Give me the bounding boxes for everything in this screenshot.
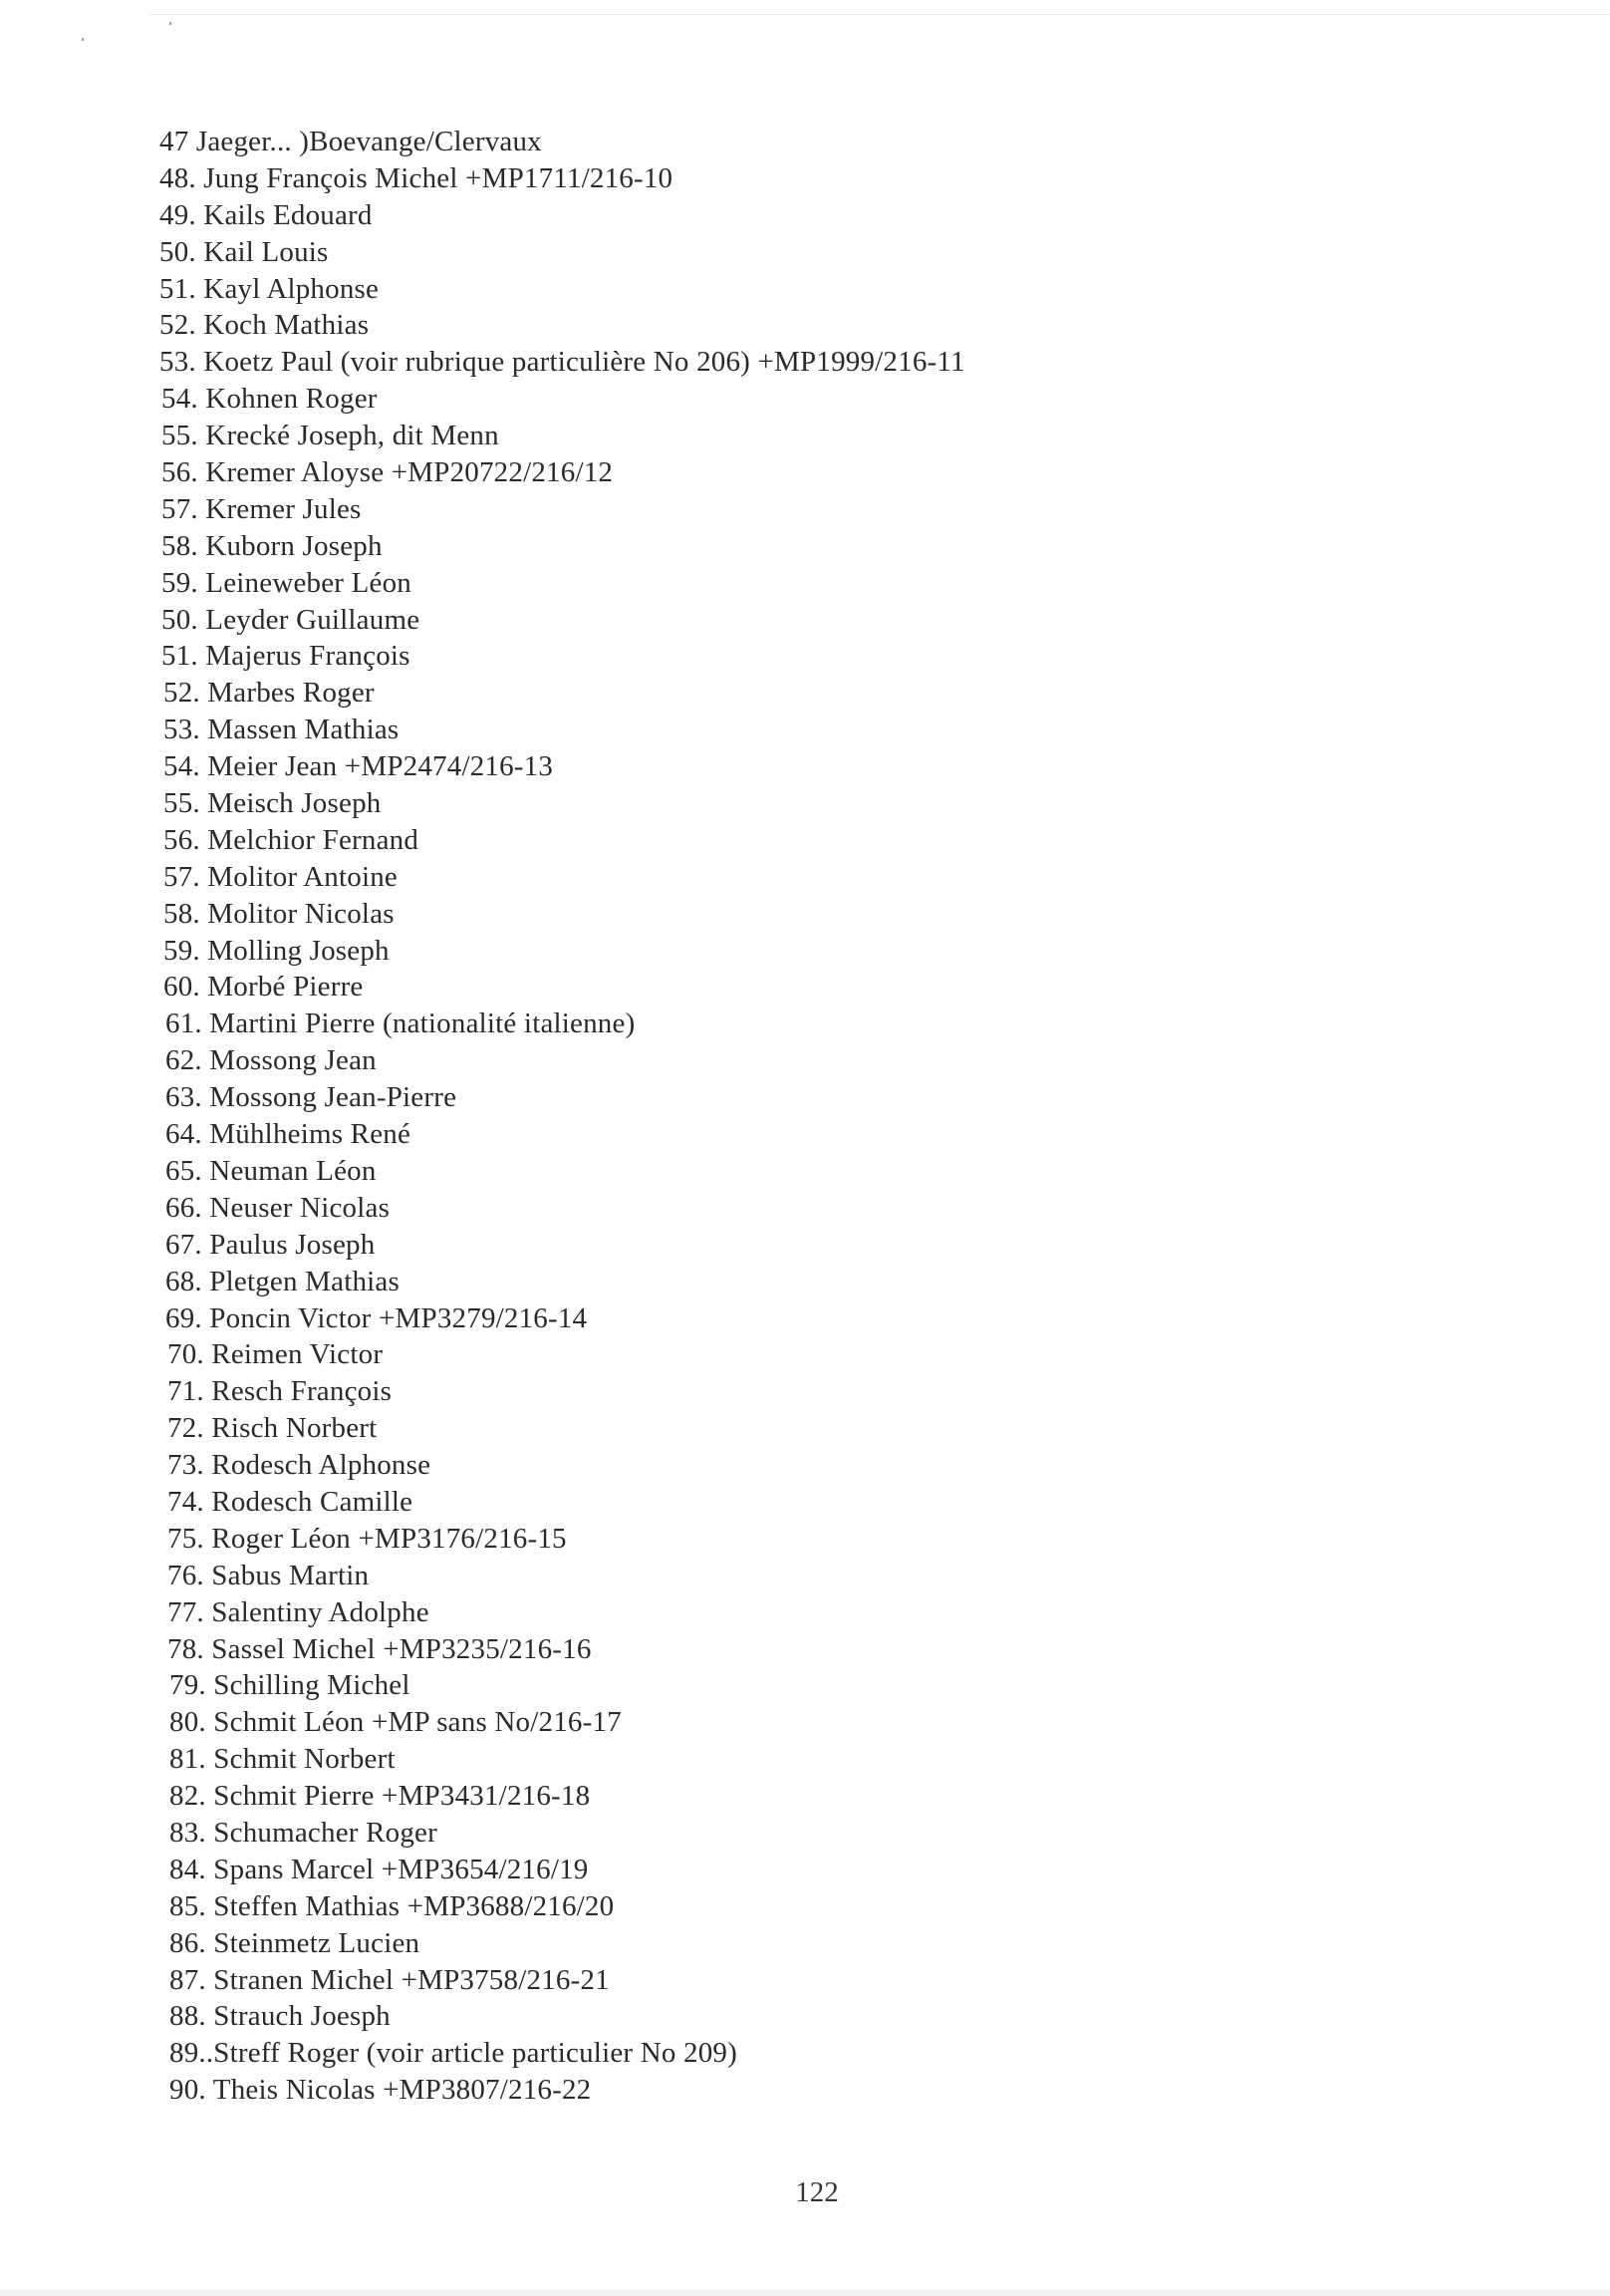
list-item: 85. Steffen Mathias +MP3688/216/20 <box>169 1889 615 1922</box>
list-item: 69. Poncin Victor +MP3279/216-14 <box>165 1301 588 1334</box>
list-item: 78. Sassel Michel +MP3235/216-16 <box>167 1632 592 1665</box>
name-list <box>159 124 965 2109</box>
list-item: 59. Molling Joseph <box>163 934 390 967</box>
list-item: 57. Kremer Jules <box>161 492 362 525</box>
list-item: 65. Neuman Léon <box>165 1154 377 1187</box>
list-item: 73. Rodesch Alphonse <box>167 1449 431 1482</box>
list-item: 72. Risch Norbert <box>167 1412 378 1445</box>
list-item: 52. Koch Mathias <box>159 309 370 342</box>
list-item: 87. Stranen Michel +MP3758/216-21 <box>169 1963 610 1996</box>
list-item: 51. Kayl Alphonse <box>159 272 380 305</box>
list-item: 68. Pletgen Mathias <box>165 1265 400 1297</box>
list-item: 49. Kails Edouard <box>159 198 373 231</box>
list-item: 74. Rodesch Camille <box>167 1485 413 1518</box>
list-item: 62. Mossong Jean <box>165 1044 377 1077</box>
list-item: 58. Molitor Nicolas <box>163 897 395 930</box>
list-item: 88. Strauch Joesph <box>169 2000 391 2033</box>
list-item: 58. Kuborn Joseph <box>161 529 383 562</box>
list-item: 55. Meisch Joseph <box>163 787 382 820</box>
list-item: 63. Mossong Jean-Pierre <box>165 1081 457 1114</box>
list-item: 84. Spans Marcel +MP3654/216/19 <box>169 1853 589 1885</box>
list-item: 75. Roger Léon +MP3176/216-15 <box>167 1522 567 1555</box>
list-item: 57. Molitor Antoine <box>163 860 398 893</box>
list-item: 90. Theis Nicolas +MP3807/216-22 <box>169 2074 592 2107</box>
list-item: 54. Kohnen Roger <box>161 383 378 416</box>
list-item: 66. Neuser Nicolas <box>165 1191 391 1224</box>
list-item: 64. Mühlheims René <box>165 1118 411 1151</box>
list-item: 48. Jung François Michel +MP1711/216-10 <box>159 161 673 194</box>
list-item: 71. Resch François <box>167 1375 393 1408</box>
list-item: 52. Marbes Roger <box>163 677 375 710</box>
scan-speck <box>82 38 84 41</box>
list-item: 81. Schmit Norbert <box>169 1743 396 1776</box>
list-item: 76. Sabus Martin <box>167 1559 370 1591</box>
list-item: 82. Schmit Pierre +MP3431/216-18 <box>169 1780 591 1813</box>
list-item: 77. Salentiny Adolphe <box>167 1595 429 1628</box>
list-item: 50. Leyder Guillaume <box>161 603 420 636</box>
list-item: 51. Majerus François <box>161 640 410 673</box>
list-item: 59. Leineweber Léon <box>161 566 411 599</box>
list-item: 54. Meier Jean +MP2474/216-13 <box>163 750 554 783</box>
list-item: 56. Kremer Aloyse +MP20722/216/12 <box>161 456 614 489</box>
list-item: 67. Paulus Joseph <box>165 1228 376 1261</box>
list-item: 50. Kail Louis <box>159 235 329 268</box>
list-item: 79. Schilling Michel <box>169 1669 410 1702</box>
list-item: 70. Reimen Victor <box>167 1338 384 1371</box>
list-item: 53. Massen Mathias <box>163 714 400 746</box>
scan-top-edge <box>149 14 1610 15</box>
list-item: 53. Koetz Paul (voir rubrique particulière No 206) +MP1999/216-11 <box>159 346 965 379</box>
list-item: 55. Krecké Joseph, dit Menn <box>161 420 499 452</box>
list-item: 83. Schumacher Roger <box>169 1816 437 1849</box>
list-item: 61. Martini Pierre (nationalité italienne) <box>165 1007 636 1040</box>
scan-speck <box>169 22 171 25</box>
list-item: 89..Streff Roger (voir article particulier No 209) <box>169 2037 737 2070</box>
list-item: 56. Melchior Fernand <box>163 823 419 856</box>
page-number: 122 <box>795 2176 839 2208</box>
list-item: 86. Steinmetz Lucien <box>169 1926 420 1959</box>
list-item: 47 Jaeger... )Boevange/Clervaux <box>159 126 542 157</box>
list-item: 80. Schmit Léon +MP sans No/216-17 <box>169 1706 622 1739</box>
list-item: 60. Morbé Pierre <box>163 971 364 1004</box>
scan-bottom-edge <box>0 2290 1610 2296</box>
